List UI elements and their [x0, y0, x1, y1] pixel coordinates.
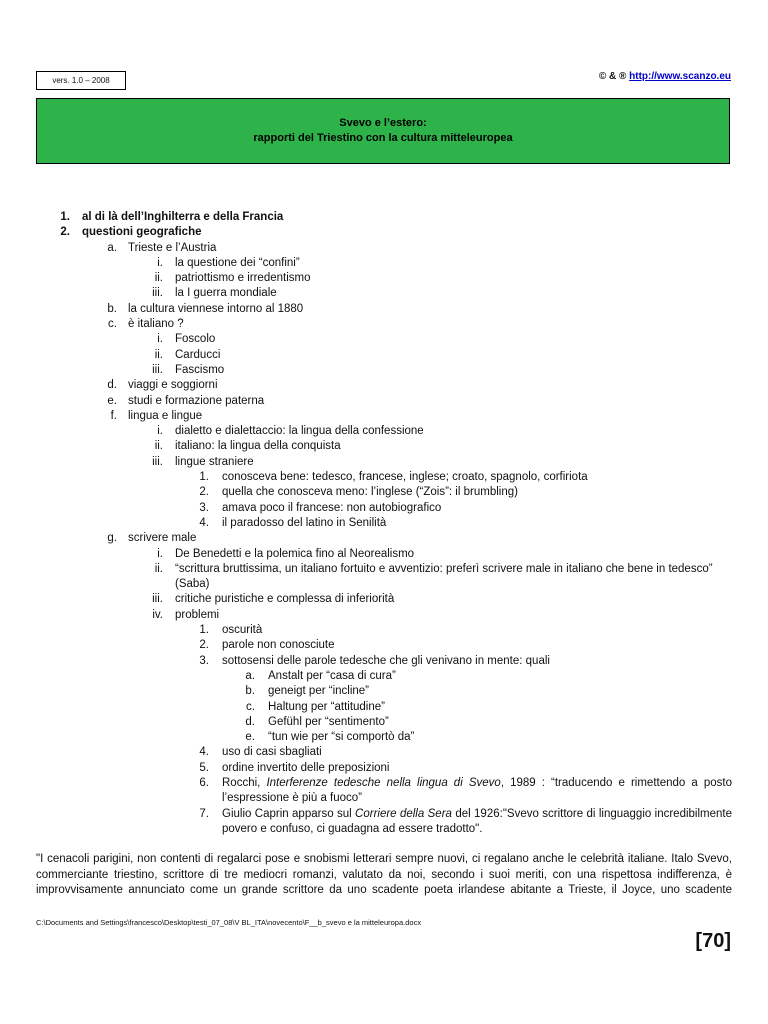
outline-text: amava poco il francese: non autobiografico — [222, 501, 442, 514]
item6-text-a: Rocchi, — [222, 776, 267, 789]
outline-text: lingue straniere — [175, 455, 254, 468]
outline-marker: b. — [107, 302, 117, 315]
outline-text: dialetto e dialettaccio: la lingua della confessione — [175, 425, 424, 438]
outline-text: oscurità — [222, 624, 263, 637]
outline-item — [0, 745, 768, 760]
outline-marker: iii. — [152, 593, 163, 606]
outline-marker: c. — [246, 700, 255, 713]
outline-item — [0, 317, 768, 332]
outline-text: italiano: la lingua della conquista — [175, 440, 341, 453]
outline-item — [0, 210, 768, 225]
outline-item — [0, 378, 768, 393]
outline-marker: f. — [110, 409, 117, 422]
outline-item — [0, 256, 768, 271]
outline-item — [0, 654, 768, 669]
outline-marker: a. — [245, 669, 255, 682]
outline-marker: e. — [245, 731, 255, 744]
outline-marker: 6. — [199, 776, 209, 789]
outline-marker: 3. — [199, 501, 209, 514]
outline-marker: 2. — [60, 226, 70, 239]
outline-item — [0, 562, 768, 593]
outline-item — [0, 761, 768, 776]
outline-text: conosceva bene: tedesco, francese, inglese; croato, spagnolo, corfiriota — [222, 471, 588, 484]
outline-item — [0, 394, 768, 409]
outline-item — [0, 485, 768, 500]
outline-text: lingua e lingue — [128, 409, 203, 422]
outline-marker: a. — [107, 241, 117, 254]
title-line-1: Svevo e l’estero: — [339, 117, 427, 129]
outline-marker: iii. — [152, 287, 163, 300]
item7-text-a: Giulio Caprin apparso sul — [222, 807, 356, 820]
page-number: [70] — [695, 930, 731, 952]
outline-marker: 7. — [199, 807, 209, 820]
outline-item — [0, 332, 768, 347]
outline-item — [0, 424, 768, 439]
outline-text: scrivere male — [128, 532, 197, 545]
outline-item — [0, 501, 768, 516]
outline-item — [0, 531, 768, 546]
outline-item — [0, 623, 768, 638]
outline-marker: 4. — [199, 746, 209, 759]
outline-marker: iii. — [152, 455, 163, 468]
outline-marker: iii. — [152, 363, 163, 376]
outline-marker: i. — [157, 547, 163, 560]
outline-text: De Benedetti e la polemica fino al Neorealismo — [175, 547, 415, 560]
outline-text — [222, 807, 732, 838]
outline-marker: e. — [107, 394, 117, 407]
outline-item — [0, 439, 768, 454]
outline-marker: ii. — [154, 562, 163, 575]
outline-text: viaggi e soggiorni — [128, 379, 218, 392]
outline-text: Anstalt per “casa di cura” — [268, 669, 396, 682]
outline-marker: ii. — [154, 272, 163, 285]
copyright-symbols: © & ® — [598, 71, 630, 82]
outline-marker: d. — [245, 715, 255, 728]
outline-text: quella che conosceva meno: l’inglese (“Zois”: il brumbling) — [222, 486, 518, 499]
outline-item — [0, 730, 768, 745]
outline-marker: 2. — [199, 639, 209, 652]
outline-item — [0, 700, 768, 715]
outline-text: geneigt per “incline” — [268, 685, 370, 698]
outline-text: il paradosso del latino in Senilità — [222, 516, 387, 529]
outline-text: al di là dell’Inghilterra e della Francia — [82, 211, 284, 223]
outline-item — [0, 286, 768, 301]
outline-item — [0, 363, 768, 378]
outline-text: patriottismo e irredentismo — [175, 272, 311, 285]
outline-marker: 1. — [199, 624, 209, 637]
title-line-2: rapporti del Triestino con la cultura mitteleuropea — [253, 132, 513, 144]
outline-text: la I guerra mondiale — [175, 287, 277, 300]
file-path: C:\Documents and Settings\francesco\Desktop\testi_07_08\V BL_ITA\novecento\F__b_svevo e la mitteleuropa.docx — [36, 918, 422, 927]
outline-list — [0, 210, 768, 837]
outline-marker: ii. — [154, 440, 163, 453]
outline-item — [0, 592, 768, 607]
outline-text: parole non conosciute — [222, 639, 335, 652]
outline-text: ordine invertito delle preposizioni — [222, 761, 390, 774]
outline-text: “scrittura bruttissima, un italiano fortuito e avventizio: preferì scrivere male in italiano che bene in tedesco” (Saba) — [175, 562, 713, 591]
outline-text: Foscolo — [175, 333, 216, 346]
outline-item — [0, 302, 768, 317]
outline-item — [0, 455, 768, 470]
version-label: vers. 1.0 – 2008 — [36, 71, 126, 90]
outline-item — [0, 241, 768, 256]
outline-text: Carducci — [175, 348, 221, 361]
outline-item — [0, 547, 768, 562]
outline-marker: i. — [157, 425, 163, 438]
item6-italic-title: Interferenze tedesche nella lingua di Svevo — [266, 776, 501, 789]
outline-text: Fascismo — [175, 363, 225, 376]
website-link[interactable]: http://www.scanzo.eu — [629, 71, 731, 82]
outline-text: sottosensi delle parole tedesche che gli venivano in mente: quali — [222, 654, 550, 667]
outline-marker: 5. — [199, 761, 209, 774]
outline-text: “tun wie per “si comportò da” — [268, 731, 415, 744]
item7-italic-title: Corriere della Sera — [355, 807, 452, 820]
outline-item — [0, 669, 768, 684]
outline-marker: i. — [157, 333, 163, 346]
outline-marker: ii. — [154, 348, 163, 361]
outline-text — [222, 776, 732, 807]
outline-text: Trieste e l’Austria — [128, 241, 217, 254]
copyright-line — [599, 71, 731, 82]
outline-marker: 1. — [199, 471, 209, 484]
outline-marker: iv. — [152, 608, 163, 621]
outline-item — [0, 608, 768, 623]
outline-marker: 3. — [199, 654, 209, 667]
outline-marker: b. — [245, 685, 255, 698]
outline-marker: 4. — [199, 516, 209, 529]
item6-text-b: , 1989 : “traducendo e rimettendo a posto l’espressione è più a fuoco” — [222, 776, 733, 805]
outline-marker: 1. — [60, 211, 70, 223]
outline-text: studi e formazione paterna — [128, 394, 265, 407]
outline-item — [0, 470, 768, 485]
outline-marker: 2. — [199, 486, 209, 499]
outline-marker: g. — [107, 532, 117, 545]
outline-item — [0, 271, 768, 286]
quote-paragraph: "I cenacoli parigini, non contenti di regalarci pose e snobismi letterari sempre nuovi, ci regalano anche le celebrità italiane. Italo Svevo, commerciante triestino, scrittore di tre mediocri romanzi, valutato da noi, secondo i suoi meriti, con una rispettosa indifferenza, è improvvisamente annunciato come un grande scrittore da uno scadente poeta irlandese abitante a Trieste, il Joyce, uno scadente — [36, 853, 732, 897]
outline-marker: i. — [157, 256, 163, 269]
title-box — [36, 98, 730, 164]
outline-item — [0, 348, 768, 363]
outline-item — [0, 225, 768, 240]
outline-text: questioni geografiche — [82, 226, 202, 239]
outline-item — [0, 409, 768, 424]
outline-marker: d. — [107, 379, 117, 392]
outline-marker: c. — [108, 318, 117, 331]
outline-text: Haltung per “attitudine” — [268, 700, 385, 713]
item7-text-b: del 1926:"Svevo scrittore di linguaggio incredibilmente povero e confuso, ci guadagna ad essere tradotto". — [222, 807, 732, 835]
outline-text: è italiano ? — [128, 318, 184, 331]
outline-text: la cultura viennese intorno al 1880 — [128, 302, 304, 315]
outline-text: critiche puristiche e complessa di inferiorità — [175, 593, 395, 606]
outline-text: Gefühl per “sentimento” — [268, 715, 389, 728]
outline-item — [0, 776, 768, 807]
outline-item — [0, 715, 768, 730]
outline-text: problemi — [175, 608, 220, 621]
outline-text: uso di casi sbagliati — [222, 746, 322, 759]
outline-item — [0, 807, 768, 838]
outline-item — [0, 638, 768, 653]
outline-item — [0, 684, 768, 699]
outline-text: la questione dei “confini” — [175, 256, 300, 269]
outline-item — [0, 516, 768, 531]
